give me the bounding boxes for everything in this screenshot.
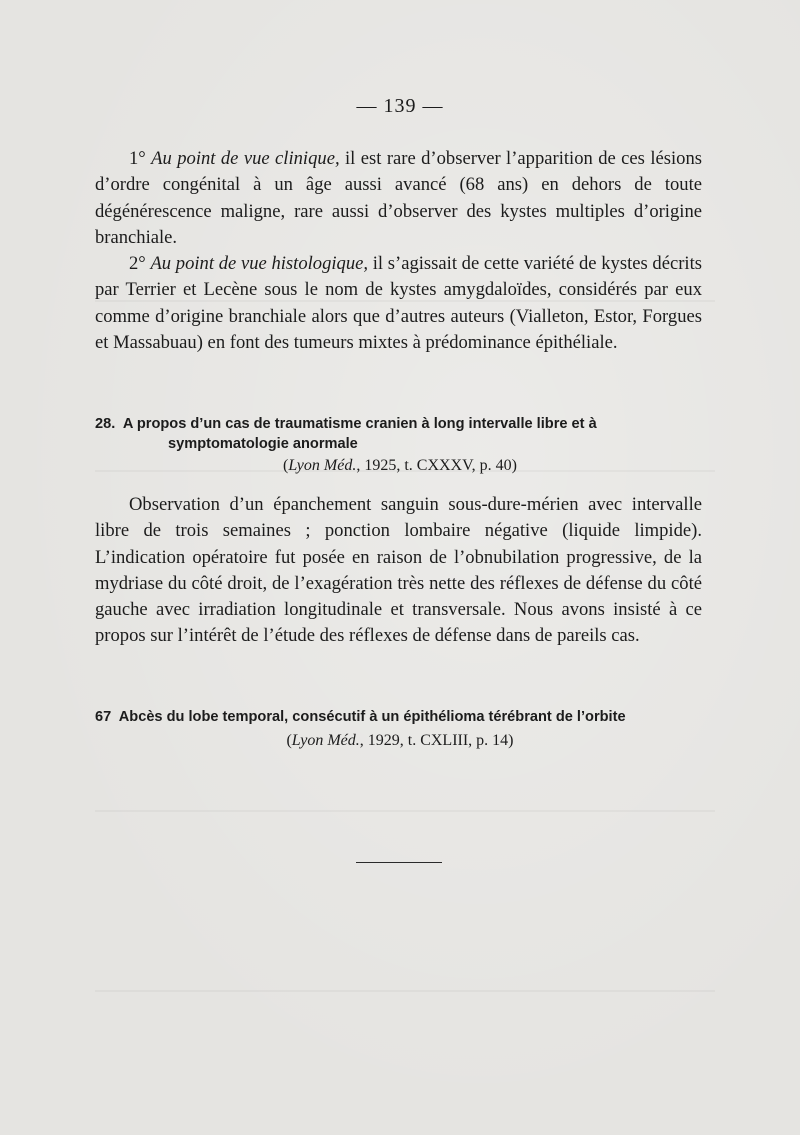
entry-title-line: symptomatologie anormale: [168, 436, 358, 452]
entry-title: [95, 707, 705, 727]
entry-title-line: Abcès du lobe temporal, consécutif à un épithélioma térébrant de l’orbite: [118, 709, 626, 725]
paragraph-text: il est rare d’observer l’apparition de ces lésions d’ordre congénital à un âge aussi avancé (68 ans) en dehors de toute dégénérescence maligne, rare aussi d’observer des kystes multiples d’origine branchiale.: [95, 148, 702, 248]
paragraph-heading: Au point de vue histologique,: [150, 253, 369, 274]
entry-title-line: A propos d’un cas de traumatisme cranien à long intervalle libre et à: [122, 416, 597, 432]
entry-number: 67: [95, 709, 112, 725]
section-rule: [356, 862, 442, 863]
entry-number: 28.: [95, 416, 116, 432]
entry-reference: [0, 456, 800, 476]
entry-reference: [0, 731, 800, 751]
entry-body: Observation d’un épanchement sanguin sous-dure-mérien avec intervalle libre de trois semaines ; ponction lombaire négative (liquide limpide). L’indication opératoire fut posée en raison de l’obnubilation progressive, de la mydriase du côté droit, de l’exagération très nette des réflexes de défense du côté gauche avec irradiation longitudinale et transversale. Nous avons insisté à ce propos sur l’intérêt de l’étude des réflexes de défense dans de pareils cas.: [95, 494, 702, 647]
reference-journal: Lyon Méd.: [291, 732, 360, 749]
reference-paren: (: [286, 732, 292, 749]
reference-details: , 1925, t. CXXXV, p. 40): [356, 457, 517, 474]
show-through-line: [95, 990, 715, 992]
reference-journal: Lyon Méd.: [288, 457, 357, 474]
entry-title: [95, 414, 705, 454]
paragraph-heading: Au point de vue clinique,: [151, 148, 340, 169]
paragraph-text: il s’agissait de cette variété de kystes décrits par Terrier et Lecène sous le nom de kystes amygdaloïdes, considérés par eux comme d’origine branchiale alors que d’autres auteurs (Vialleton, Estor, Forgues et Massabuau) en font des tumeurs mixtes à prédominance épithéliale.: [95, 253, 702, 353]
paragraph-marker: 1°: [129, 148, 146, 169]
histology-paragraph: [95, 251, 702, 356]
reference-paren: (: [283, 457, 289, 474]
reference-details: , 1929, t. CXLIII, p. 14): [359, 732, 514, 749]
clinical-paragraph: [95, 146, 702, 251]
paragraph-marker: 2°: [129, 253, 146, 274]
page-number: — 139 —: [356, 95, 444, 117]
show-through-line: [95, 810, 715, 812]
